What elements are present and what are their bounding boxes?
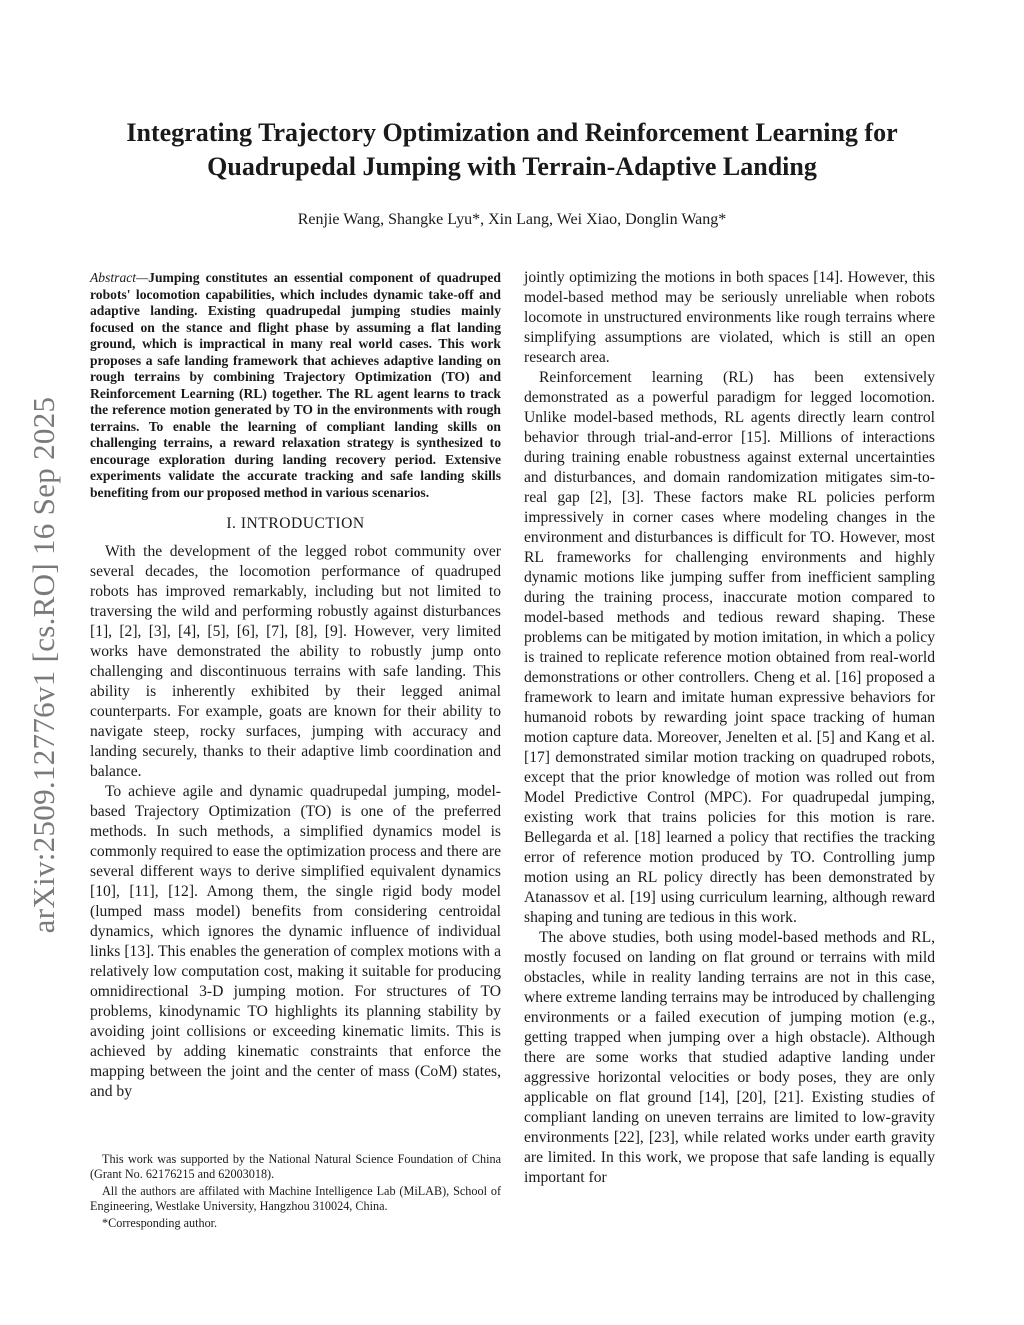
- footnote-funding: This work was supported by the National Natural Science Foundation of China (Grant No. 62176215 and 62003018).: [90, 1152, 501, 1181]
- left-column: [90, 270, 501, 1102]
- title-line-2: Quadrupedal Jumping with Terrain-Adaptive Landing: [207, 152, 817, 181]
- intro-paragraph-2: To achieve agile and dynamic quadrupedal jumping, model-based Trajectory Optimization (TO) is one of the preferred methods. In such methods, a simplified dynamics model is commonly required to ease the optimization process and there are several different ways to derive simplified equivalent dynamics [10], [11], [12]. Among them, the single rigid body model (lumped mass model) benefits from considering centroidal dynamics, which ignores the dynamic influence of individual links [13]. This enables the generation of complex motions with a relatively low computation cost, making it suitable for producing omnidirectional 3-D jumping motion. For structures of TO problems, kinodynamic TO highlights its planning stability by avoiding joint collisions or exceeding kinematic limits. This is achieved by adding kinematic constraints that enforce the mapping between the joint and the center of mass (CoM) states, and by: [90, 783, 501, 1100]
- abstract-label: Abstract—: [90, 270, 149, 285]
- right-column: [524, 268, 935, 1188]
- title-line-1: Integrating Trajectory Optimization and Reinforcement Learning for: [126, 118, 898, 147]
- arxiv-identifier: arXiv:2509.12776v1 [cs.RO] 16 Sep 2025: [26, 396, 61, 934]
- right-paragraph-3: The above studies, both using model-based methods and RL, mostly focused on landing on flat ground or terrains with mild obstacles, while in reality landing terrains are not in this case, where extreme landing terrains may be introduced by challenging environments or a failed execution of jumping motion (e.g., getting trapped when jumping over a high obstacle). Although there are some works that studied adaptive landing under aggressive horizontal velocities or body poses, they are only applicable on flat ground [14], [20], [21]. Existing studies of compliant landing on uneven terrains are limited to low-gravity environments [22], [23], while related works under earth gravity are limited. In this work, we propose that safe landing is equally important for: [524, 929, 935, 1186]
- footnote-affiliation: All the authors are affilated with Machine Intelligence Lab (MiLAB), School of Engineering, Westlake University, Hangzhou 310024, China.: [90, 1184, 501, 1213]
- arxiv-sidebar-stamp: [0, 0, 60, 1325]
- right-paragraph-1: jointly optimizing the motions in both spaces [14]. However, this model-based method may be seriously unreliable when robots locomote in unstructured environments like rough terrains where simplifying assumptions are violated, which is still an open research area.: [524, 269, 935, 366]
- abstract-text: Jumping constitutes an essential component of quadruped robots' locomotion capabilities, which includes dynamic take-off and adaptive landing. Existing quadrupedal jumping studies mainly focused on the stance and flight phase by assuming a flat landing ground, which is impractical in many real world cases. This work proposes a safe landing framework that achieves adaptive landing on rough terrains by combining Trajectory Optimization (TO) and Reinforcement Learning (RL) together. The RL agent learns to track the reference motion generated by TO in the environments with rough terrains. To enable the learning of compliant landing skills on challenging terrains, a reward relaxation strategy is synthesized to encourage exploration during landing recovery period. Extensive experiments validate the accurate tracking and safe landing skills benefiting from our proposed method in various scenarios.: [90, 270, 501, 500]
- footnote-corresponding: *Corresponding author.: [102, 1216, 218, 1230]
- footnotes: [90, 1152, 501, 1231]
- right-paragraph-2: Reinforcement learning (RL) has been extensively demonstrated as a powerful paradigm for legged locomotion. Unlike model-based methods, RL agents directly learn control behavior through trial-and-error [15]. Millions of interactions during training enable robustness against external uncertainties and disturbances, and domain randomization mitigates sim-to-real gap [2], [3]. These factors make RL policies perform impressively in corner cases where modeling changes in the environment and disturbances is difficult for TO. However, most RL frameworks for challenging environments and highly dynamic motions like jumping suffer from inefficient sampling during the training process, inaccurate motion compared to model-based methods and tedious reward shaping. These problems can be mitigated by motion imitation, in which a policy is trained to replicate reference motion obtained from real-world demonstrations or other controllers. Cheng et al. [16] proposed a framework to learn and imitate human expressive behaviors for humanoid robots by rewarding joint space tracking of human motion capture data. Moreover, Jenelten et al. [5] and Kang et al. [17] demonstrated similar motion tracking on quadruped robots, except that the prior knowledge of motion was rolled out from Model Predictive Control (MPC). For quadrupedal jumping, existing work that trains policies for this motion is rare. Bellegarda et al. [18] learned a policy that rectifies the tracking error of reference motion produced by TO. Controlling jump motion using an RL policy directly has been demonstrated by Atanassov et al. [19] using curriculum learning, although reward shaping and tuning are tedious in this work.: [524, 369, 935, 926]
- intro-paragraph-1: With the development of the legged robot community over several decades, the locomotion performance of quadruped robots has improved remarkably, including but not limited to traversing the wild and performing robustly against disturbances [1], [2], [3], [4], [5], [6], [7], [8], [9]. However, very limited works have demonstrated the ability to robustly jump onto challenging and discontinuous terrains with safe landing. This ability is inherently exhibited by their legged animal counterparts. For example, goats are known for their ability to navigate steep, rocky surfaces, jumping with accuracy and landing securely, thanks to their adaptive limb coordination and balance.: [90, 543, 501, 780]
- author-list: Renjie Wang, Shangke Lyu*, Xin Lang, Wei Xiao, Donglin Wang*: [297, 211, 727, 228]
- abstract: [90, 270, 501, 501]
- paper-title: [90, 116, 934, 184]
- section-heading-introduction: I. INTRODUCTION: [226, 515, 365, 532]
